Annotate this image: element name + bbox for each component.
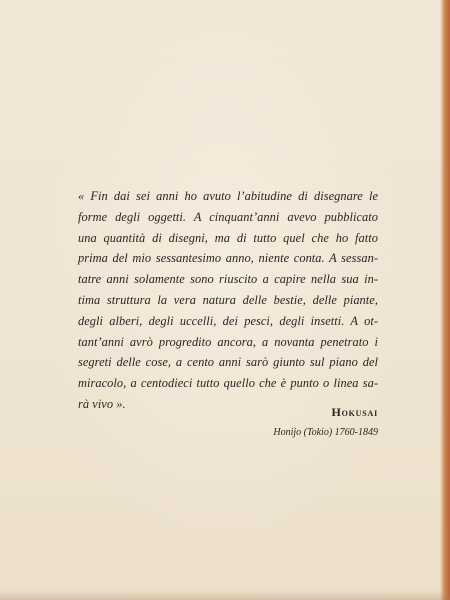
quote-line: miracolo, a centodieci tutto quello che è punto o linea sa- [78,376,378,391]
quote-line: una quantità di disegni, ma di tutto quel che ho fatto [78,230,378,245]
page-edge-bottom [0,590,450,600]
quote-line: degli alberi, degli uccelli, dei pesci, degli insetti. A ot- [78,313,378,328]
quote-line: prima del mio sessantesimo anno, niente conta. A sessan- [78,251,378,266]
quote-line: tatre anni solamente sono riuscito a capire nella sua in- [78,272,378,287]
epigraph-quote [78,186,378,415]
attribution-author: Hokusai [331,405,378,419]
quote-line: « Fin dai sei anni ho avuto l’abitudine di disegnare le [78,189,378,203]
page-edge-right [440,0,450,600]
quote-line: segreti delle cose, a cento anni sarò giunto sul piano del [78,355,378,370]
quote-line: rà vivo ». [78,396,126,411]
quote-line: tima struttura la vera natura delle bestie, delle piante, [78,292,378,307]
quote-line: forme degli oggetti. A cinquant’anni avevo pubblicato [78,209,378,224]
quote-line: tant’anni avrò progredito ancora, a novanta penetrato i [78,334,378,349]
attribution-dates: Honijo (Tokio) 1760-1849 [273,427,378,438]
